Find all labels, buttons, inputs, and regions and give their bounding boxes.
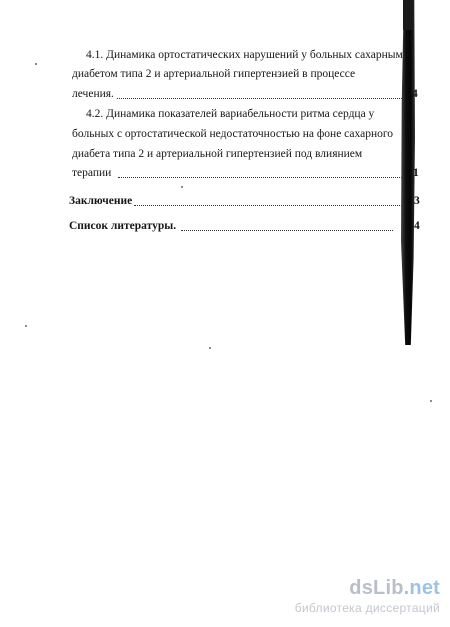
toc-conclusion-page: 3: [414, 195, 420, 207]
toc-conclusion-label: Заключение: [69, 195, 133, 207]
toc-4-2-leader: [118, 176, 404, 178]
toc-4-1-leader: [117, 97, 404, 99]
watermark-brand: dsLib: [349, 577, 404, 599]
watermark-subtitle: библиотека диссертаций: [294, 601, 440, 615]
toc-4-2-line2: больных с ортостатической недостаточностью на фоне сахарного: [72, 128, 394, 140]
scan-speck: [209, 347, 211, 349]
toc-4-1-page: 4: [412, 88, 418, 100]
toc-4-2-line1: 4.2. Динамика показателей вариабельности ритма сердца у: [86, 108, 375, 120]
toc-4-1-line3: лечения.: [72, 88, 114, 100]
toc-4-2-line4: терапии: [72, 167, 112, 179]
toc-4-2-line3: диабета типа 2 и артериальной гипертензией под влиянием: [72, 148, 363, 160]
toc-conclusion-leader: [134, 204, 404, 206]
toc-4-1-line2: диабетом типа 2 и артериальной гипертензией в процессе: [72, 68, 356, 80]
toc-references-leader: [181, 229, 393, 231]
toc-references-label: Список литературы.: [69, 220, 177, 232]
watermark-logo: [295, 577, 440, 600]
scan-speck: [35, 63, 37, 65]
top-page-number: 4: [409, 32, 414, 42]
scan-speck: [25, 325, 27, 327]
toc-4-2-page: 1: [413, 167, 419, 179]
scan-speck: [430, 400, 432, 402]
toc-references-page: 4: [414, 220, 420, 232]
scan-shadow-top: [403, 0, 413, 30]
scan-speck: [181, 186, 183, 188]
watermark: [295, 577, 440, 615]
watermark-tld: .net: [403, 577, 440, 599]
toc-4-1-line1: 4.1. Динамика ортостатических нарушений у больных сахарным: [86, 49, 403, 61]
